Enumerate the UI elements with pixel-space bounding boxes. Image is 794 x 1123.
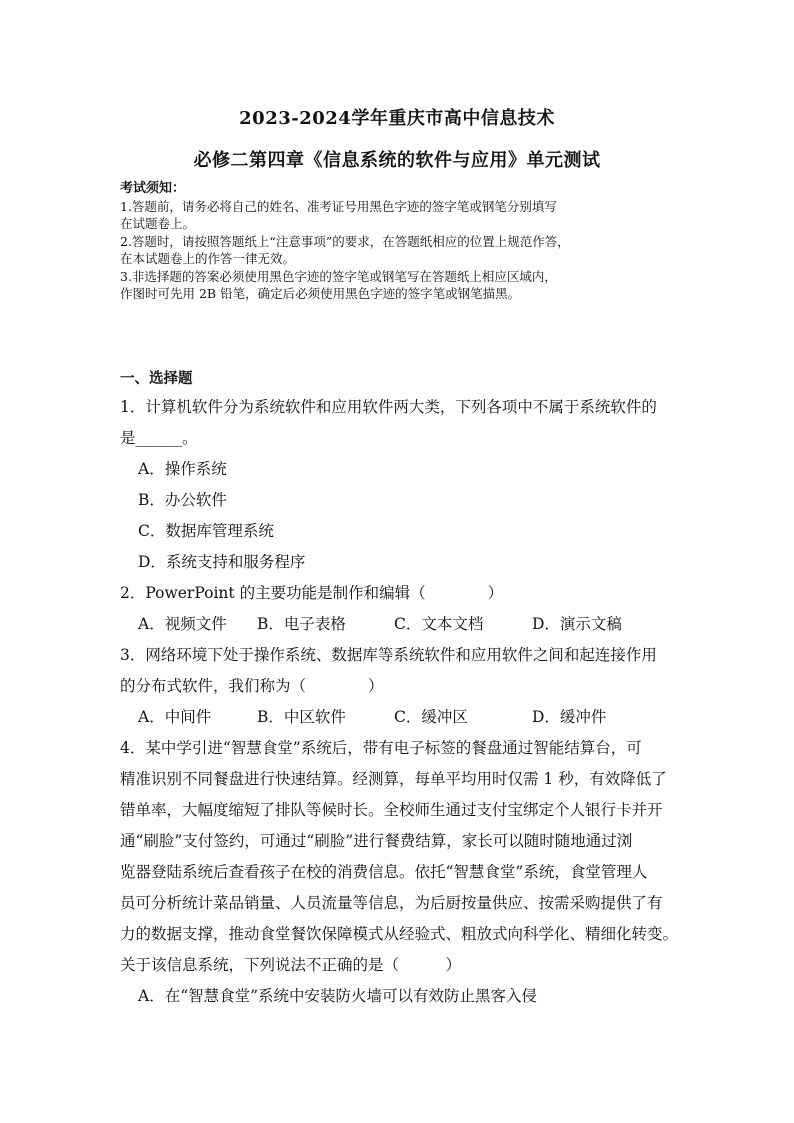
notice-line: 3.非选择题的答案必须使用黑色字迹的签字笔或钢笔写在答题纸上相应区域内，: [120, 268, 557, 284]
questions: [120, 392, 680, 1012]
notice-line: 1.答题前，请务必将自己的姓名、准考证号用黑色字迹的签字笔或钢笔分别填写: [120, 199, 557, 214]
q4-option-a: A．在“智慧食堂”系统中安装防火墙可以有效防止黑客入侵: [138, 987, 538, 1005]
notice-line: 作图时可先用 2B 铅笔，确定后必须使用黑色字迹的签字笔或钢笔描黑。: [120, 286, 521, 302]
q4-stem-line: 精准识别不同餐盘进行快速结算。经测算，每单平均用时仅需 1 秒，有效降低了: [120, 770, 667, 788]
q4-stem-line: 关于该信息系统，下列说法不正确的是（ ）: [120, 956, 462, 974]
q2-option-a: A．视频文件: [138, 615, 227, 633]
q1-stem-line1: 1．计算机软件分为系统软件和应用软件两大类，下列各项中不属于系统软件的: [120, 398, 657, 416]
q3-stem-line2: 的分布式软件，我们称为（ ）: [120, 677, 384, 695]
q1-option-d: D．系统支持和服务程序: [138, 553, 306, 571]
q4-stem-line: 览器登陆系统后查看孩子在校的消费信息。依托“智慧食堂”系统，食堂管理人: [120, 863, 648, 881]
q2-option-c: C．文本文档: [394, 615, 484, 633]
q2-option-b: B．电子表格: [257, 615, 346, 633]
q4-stem-line: 错单率，大幅度缩短了排队等候时长。全校师生通过支付宝绑定个人银行卡并开: [120, 801, 663, 819]
q4-stem-line: 4．某中学引进“智慧食堂”系统后，带有电子标签的餐盘通过智能结算台，可: [120, 739, 642, 757]
notice-line: 在本试题卷上的作答一律无效。: [120, 251, 296, 267]
q3-option-b: B．中区软件: [257, 708, 346, 726]
notice-heading: 考试须知：: [120, 181, 186, 196]
q3-options: [120, 702, 680, 733]
q1-option-b: B．办公软件: [138, 491, 227, 509]
q1-option-a: A．操作系统: [138, 460, 227, 478]
q3-option-c: C．缓冲区: [394, 708, 468, 726]
notice-line: 在试题卷上。: [120, 216, 196, 232]
q1-option-c: C．数据库管理系统: [138, 522, 274, 540]
q4-stem-line: 员可分析统计菜品销量、人员流量等信息，为后厨按量供应、按需采购提供了有: [120, 894, 663, 912]
q1-stem-line2: 是______。: [120, 429, 198, 447]
q4-stem-line: 通“刷脸”支付签约，可通过“刷脸”进行餐费结算，家长可以随时随地通过浏: [120, 832, 633, 850]
q4-stem-line: 力的数据支撑，推动食堂餐饮保障模式从经验式、粗放式向科学化、精细化转变。: [120, 925, 679, 943]
exam-notice: [120, 180, 680, 302]
q2-option-d: D．演示文稿: [532, 615, 622, 633]
notice-line: 2.答题时，请按照答题纸上“注意事项”的要求，在答题纸相应的位置上规范作答，: [120, 233, 570, 249]
q3-stem-line1: 3．网络环境下处于操作系统、数据库等系统软件和应用软件之间和起连接作用: [120, 646, 657, 664]
q3-option-a: A．中间件: [138, 708, 212, 726]
page-title: 2023-2024学年重庆市高中信息技术: [239, 108, 555, 129]
section-title: 一、选择题: [120, 371, 193, 387]
q2-options: [120, 609, 680, 640]
page-subtitle: 必修二第四章《信息系统的软件与应用》单元测试: [193, 150, 601, 171]
q3-option-d: D．缓冲件: [532, 708, 607, 726]
q2-stem: 2．PowerPoint 的主要功能是制作和编辑（ ）: [120, 584, 504, 602]
